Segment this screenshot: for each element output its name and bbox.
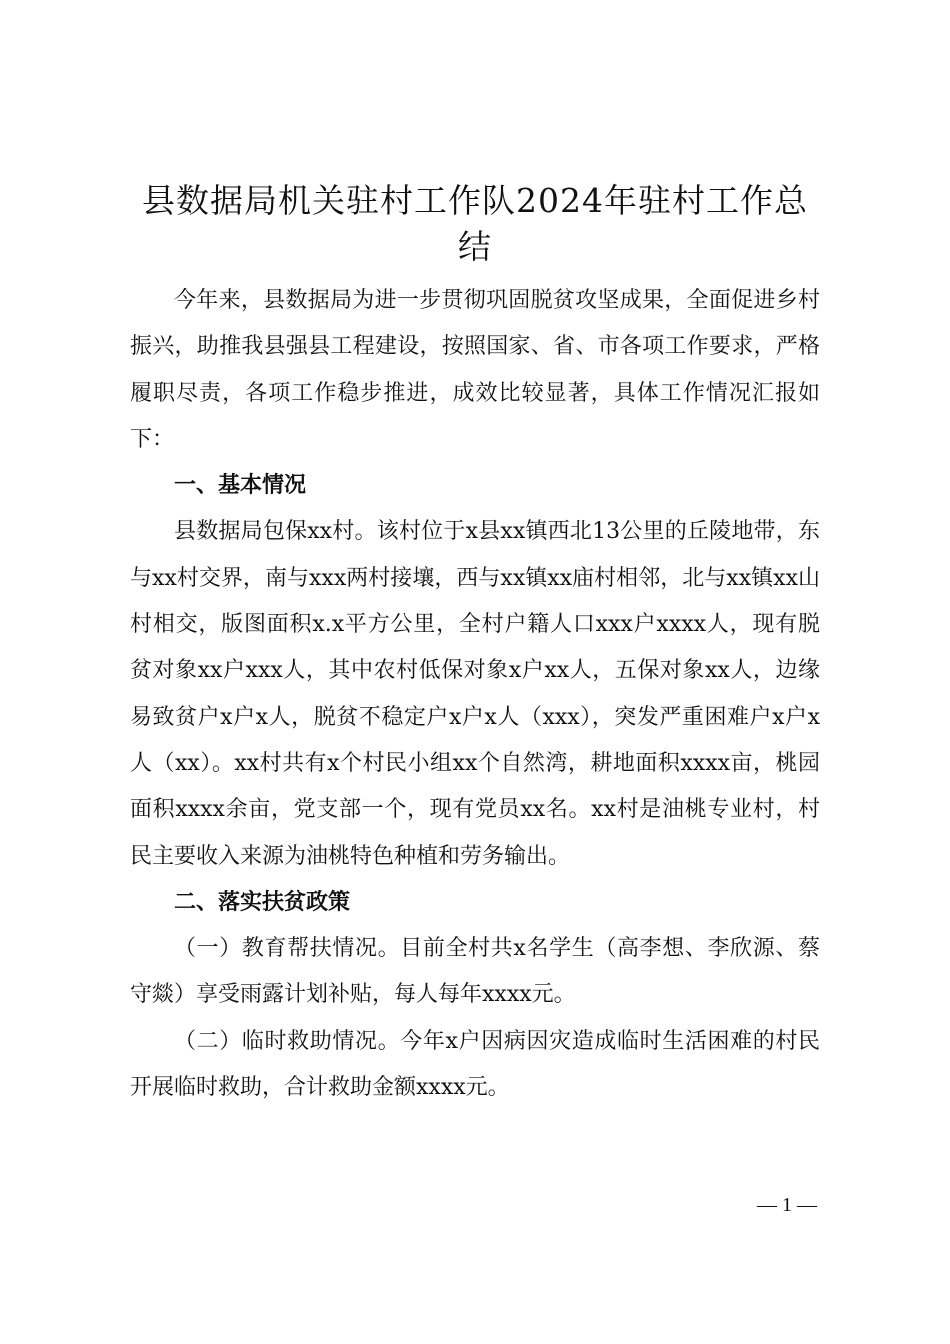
basic-info-paragraph: 县数据局包保xx村。该村位于x县xx镇西北13公里的丘陵地带，东与xx村交界，南与xxx两村接壤，西与xx镇xx庙村相邻，北与xx镇xx山村相交，版图面积x.x平方公里，全村户籍人口xxx户xxxx人，现有脱贫对象xx户xxx人，其中农村低保对象x户xx人，五保对象xx人，边缘易致贫户x户x人，脱贫不稳定户x户x人（xxx），突发严重困难户x户x人（xx）。xx村共有x个村民小组xx个自然湾，耕地面积xxxx亩，桃园面积xxxx余亩，党支部一个，现有党员xx名。xx村是油桃专业村，村民主要收入来源为油桃特色种植和劳务输出。 [130,519,820,869]
temporary-relief-paragraph: （二）临时救助情况。今年x户因病因灾造成临时生活困难的村民开展临时救助，合计救助金额xxxx元。 [130,1028,820,1101]
intro-paragraph: 今年来，县数据局为进一步贯彻巩固脱贫攻坚成果，全面促进乡村振兴，助推我县强县工程建设，按照国家、省、市各项工作要求，严格履职尽责，各项工作稳步推进，成效比较显著，具体工作情况汇报如下： [130,288,820,452]
education-aid-paragraph: （一）教育帮扶情况。目前全村共x名学生（高李想、李欣源、蔡守燚）享受雨露计划补贴，每人每年xxxx元。 [130,936,820,1008]
page-number: — 1 — [757,1194,817,1216]
section-heading-poverty-policy: 二、落实扶贫政策 [174,889,351,915]
document-body [130,278,820,1111]
document-title: 县数据局机关驻村工作队2024年驻村工作总结 [142,181,808,266]
section-heading-basic-info: 一、基本情况 [174,473,307,499]
